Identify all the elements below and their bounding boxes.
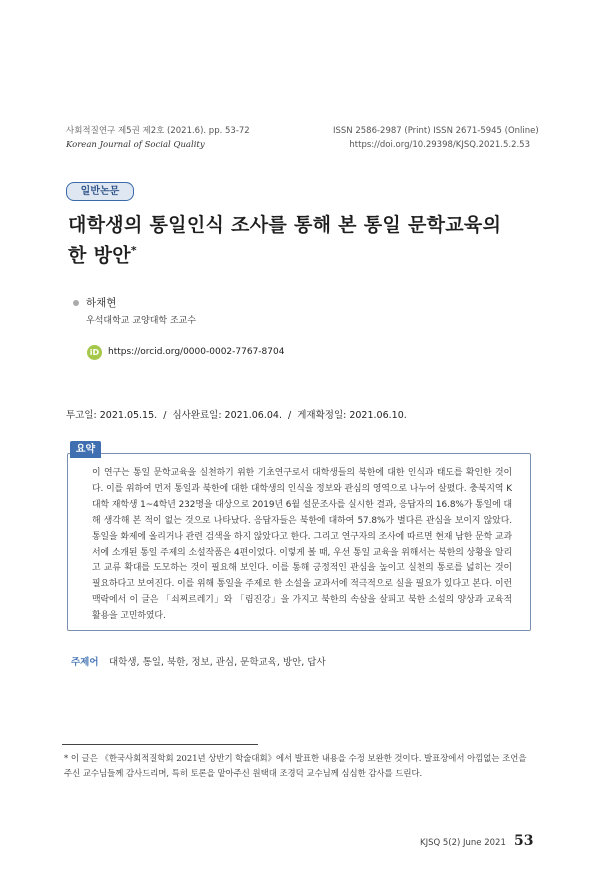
- submission-dates: 투고일: 2021.05.15. / 심사완료일: 2021.06.04. / 게재확정일: 2021.06.10.: [66, 410, 407, 421]
- keywords-label: 주제어: [71, 657, 99, 668]
- title-footnote-mark[interactable]: *: [130, 244, 137, 257]
- paper-title-line1: 대학생의 통일인식 조사를 통해 본 통일 문학교육의: [68, 214, 502, 236]
- issn-line: ISSN 2586-2987 (Print) ISSN 2671-5945 (Online): [333, 126, 539, 136]
- keywords-text: 대학생, 통일, 북한, 정보, 관심, 문학교육, 방안, 답사: [109, 657, 326, 668]
- paper-title-line2: [68, 238, 538, 268]
- author-bullet-icon: [73, 300, 79, 306]
- paper-title-line2-text: 한 방안: [68, 244, 131, 267]
- footer-journal: KJSQ 5(2) June 2021: [420, 838, 506, 848]
- abstract-text: 이 연구는 통일 문학교육을 실천하기 위한 기초연구로서 대학생들의 북한에 대한 인식과 태도를 확인한 것이다. 이를 위하여 먼저 통일과 북한에 대한 대학생의 인식을 정보와 관심의 영역으로 나누어 살폈다. 충북지역 K대학 재학생 1~4학년 232명을 대상으로 2019년 6월 설문조사를 실시한 결과, 응답자의 16.8%가 통일에 대해 생각해 본 적이 없는 것으로 나타났다. 응답자들은 북한에 대하여 57.8%가 별다른 관심을 보이지 않았다. 통일을 화제에 올리거나 관련 검색을 하지 않았다고 한다. 그리고 연구자의 조사에 따르면 현재 남한 문학 교과서에 소개된 통일 주제의 소설작품은 4편이었다. 이렇게 볼 때, 우선 통일 교육을 위해서는 북한의 상황을 알리고 교류 확대를 도모하는 것이 필요해 보인다. 이를 통해 긍정적인 관심을 높이고 실천의 통로를 넓히는 것이 필요하다고 보여진다. 이를 위해 통일을 주제로 한 소설을 교과서에 적극적으로 실을 필요가 있다고 본다. 이런 맥락에서 이 글은 「쇠찌르레기」와 「림진강」을 가지고 북한의 속살을 살피고 북한 소설의 양상과 교육적 활용을 고민하였다.: [92, 468, 512, 622]
- abstract-label: 요약: [70, 441, 101, 458]
- orcid-icon: iD: [87, 345, 102, 360]
- author-name: 하채현: [86, 297, 117, 309]
- orcid-link[interactable]: https://orcid.org/0000-0002-7767-8704: [108, 347, 285, 357]
- author-affiliation: 우석대학교 교양대학 조교수: [86, 316, 197, 326]
- journal-issue-line: 사회적질연구 제5권 제2호 (2021.6). pp. 53-72: [66, 126, 250, 136]
- paper-title: [68, 212, 538, 268]
- page-number: 53: [514, 833, 534, 849]
- journal-name-english: Korean Journal of Social Quality: [66, 140, 205, 150]
- article-category-badge: 일반논문: [66, 182, 134, 201]
- doi-link[interactable]: https://doi.org/10.29398/KJSQ.2021.5.2.53: [349, 140, 530, 150]
- footnote-text: * 이 글은 《한국사회적질학회 2021년 상반기 학술대회》에서 발표한 내용을 수정 보완한 것이다. 발표장에서 아낌없는 조언을 주신 교수님들께 감사드리며, 특히 토론을 맡아주신 원택대 조경덕 교수님께 심심한 감사를 드린다.: [64, 753, 527, 778]
- footnote-divider: [62, 744, 258, 745]
